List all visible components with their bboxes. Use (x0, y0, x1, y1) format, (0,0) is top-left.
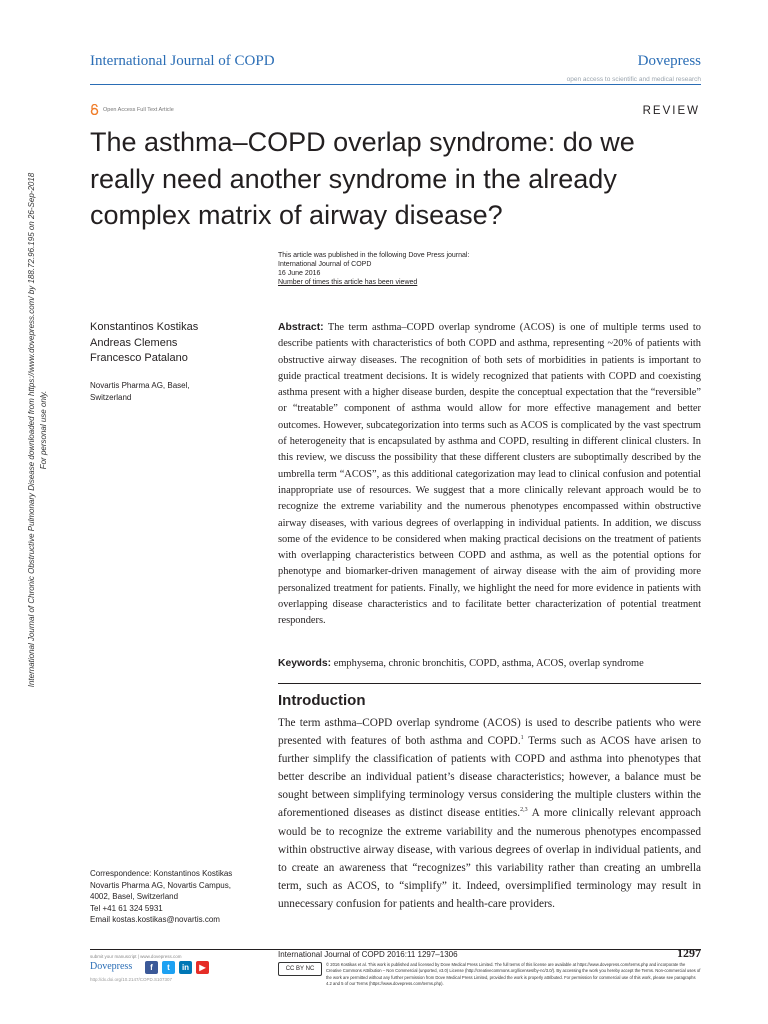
license-block (278, 962, 701, 988)
submit-manuscript-link[interactable]: submit your manuscript | www.dovepress.com (90, 954, 182, 959)
open-access-icon (90, 104, 99, 115)
affiliation-line: Switzerland (90, 392, 132, 402)
article-type: REVIEW (642, 105, 700, 117)
introduction-heading: Introduction (278, 692, 366, 709)
license-text: © 2016 Kostikas et al. This work is published and licensed by Dove Medical Press Limited. The full terms of this license are available at https://www.dovepress.com/terms.php and incorporate the Creative Commons Attribution – Non Commercial (unported, v3.0) License (http://creativecommons.org/licenses/by-nc/3.0/). By accessing the work you hereby accept the Terms. Non-commercial uses of the work are permitted without any further permission from Dove Medical Press Limited, provided the work is properly attributed. For permission for commercial use of this work, please see paragraphs 4.2 and 5 of our Terms (https://www.dovepress.com/terms.php). (326, 962, 701, 987)
journal-name: International Journal of COPD (90, 53, 275, 69)
title-line: really need another syndrome in the already (90, 163, 617, 194)
views-link[interactable]: Number of times this article has been viewed (278, 279, 418, 286)
author-list (90, 320, 198, 367)
correspondence-email[interactable]: Email kostas.kostikas@novartis.com (90, 915, 220, 924)
title-line: complex matrix of airway disease? (90, 200, 503, 230)
watermark-line: International Journal of Chronic Obstructive Pulmonary Disease downloaded from https://www.dovepress.com/ by 188.72.96.195 on 26-Sep-2018 (27, 172, 36, 688)
publisher-tagline: open access to scientific and medical research (566, 76, 701, 83)
page-number: 1297 (677, 946, 701, 960)
section-rule (278, 683, 701, 684)
publisher-logo[interactable]: Dovepress (637, 53, 701, 69)
youtube-icon[interactable]: ▶ (196, 961, 209, 974)
creative-commons-icon[interactable]: CC BY NC (278, 962, 322, 976)
title-line: The asthma–COPD overlap syndrome: do we (90, 127, 635, 157)
header-rule (90, 84, 701, 85)
introduction-text (278, 714, 701, 913)
facebook-icon[interactable]: f (145, 961, 158, 974)
footer-citation: International Journal of COPD 2016:11 1297–1306 (278, 950, 458, 959)
open-access-label (90, 104, 174, 115)
intro-part: A more clinically relevant approach would be to recognize the extreme variability and the numerous phenotypes encompassed within obstructive airway disease, with various degrees of overlap in individual patients, and to create an awareness that “recognizes” this variability rather than creating an umbrella term, such as ACOS, to “simplify” it. Indeed, oversimplified terminology may result in unnecessary confusion for patients and health-care providers. (278, 807, 701, 910)
correspondence-line: Novartis Pharma AG, Novartis Campus, (90, 880, 231, 890)
citation-ref[interactable]: 1 (520, 735, 524, 742)
abstract-text: The term asthma–COPD overlap syndrome (ACOS) is one of multiple terms used to describe patients with characteristics of both COPD and asthma, representing ~20% of patients with obstructive airway diseases. The recognition of both sets of morbidities in patients is important to guide practical treatment decisions. It is widely recognized that patients with COPD and coexisting asthma present with a higher disease burden, despite the conceptual expectation that the “reversible” or “treatable” component of asthma would allow for more effective management and better outcomes. However, subcategorization into terms such as ACOS is complicated by the vast spectrum of heterogeneity that is encapsulated by asthma and COPD, resulting in different clinical clusters. In this review, we discuss the possibility that these different clusters are suboptimally described by the umbrella term “ACOS”, as this additional categorization may lead to clinical confusion and potential inappropriate use of resources. We suggest that a more clinically relevant approach would be to recognize the extreme variability and the numerous phenotypes encompassed within obstructive airway diseases, with various degrees of overlapping in individual patients. In addition, we discuss some of the evidence to be considered when making practical decisions on the treatment of patients with overlapping characteristics between COPD and asthma, as well as the potential options for phenotype and biomarker-driven management of airway disease with the aim of providing more personalized treatment for patients. Finally, we highlight the need for more evidence in patients with overlapping disease characteristics and to facilitate better characterization of potential treatment responders. (278, 322, 701, 627)
article-title (90, 124, 690, 234)
pub-date: 16 June 2016 (278, 270, 321, 277)
keywords (278, 656, 701, 672)
pub-line: This article was published in the following Dove Press journal: (278, 252, 470, 259)
watermark-line: For personal use only. (39, 390, 48, 470)
footer-publisher-logo[interactable]: Dovepress (90, 961, 133, 972)
publication-info (278, 251, 469, 287)
correspondence-line: 4002, Basel, Switzerland (90, 892, 179, 901)
author: Andreas Clemens (90, 336, 178, 349)
pub-journal: International Journal of COPD (278, 261, 372, 268)
abstract (278, 320, 701, 630)
doi-link[interactable]: http://dx.doi.org/10.2147/COPD.S107307 (90, 977, 173, 982)
twitter-icon[interactable]: t (162, 961, 175, 974)
author: Konstantinos Kostikas (90, 321, 199, 333)
correspondence-line: Correspondence: Konstantinos Kostikas (90, 869, 233, 878)
social-links (145, 961, 209, 974)
keywords-label: Keywords: (278, 658, 332, 669)
linkedin-icon[interactable]: in (179, 961, 192, 974)
correspondence (90, 868, 232, 926)
intro-part: Terms such as ACOS have arisen to further simplify the classification of patients with COPD and asthma into phenotypes that better describe an individual patient’s disease characteristics; however, a balance must be sought between simplifying terminology versus considering the multiple clusters within the aforementioned diseases as distinct disease entities. (278, 735, 701, 820)
affiliation (90, 380, 190, 403)
affiliation-line: Novartis Pharma AG, Basel, (90, 381, 190, 390)
abstract-label: Abstract: (278, 322, 324, 333)
open-access-text: Open Access Full Text Article (103, 106, 174, 113)
author: Francesco Patalano (90, 352, 188, 364)
download-watermark (26, 115, 50, 745)
citation-ref[interactable]: 2,3 (520, 807, 528, 814)
intro-part: The term asthma–COPD overlap syndrome (ACOS) is used to describe patients who were presented with features of both asthma and COPD. (278, 717, 701, 748)
keywords-text: emphysema, chronic bronchitis, COPD, asthma, ACOS, overlap syndrome (333, 658, 644, 669)
correspondence-line: Tel +41 61 324 5931 (90, 903, 163, 913)
